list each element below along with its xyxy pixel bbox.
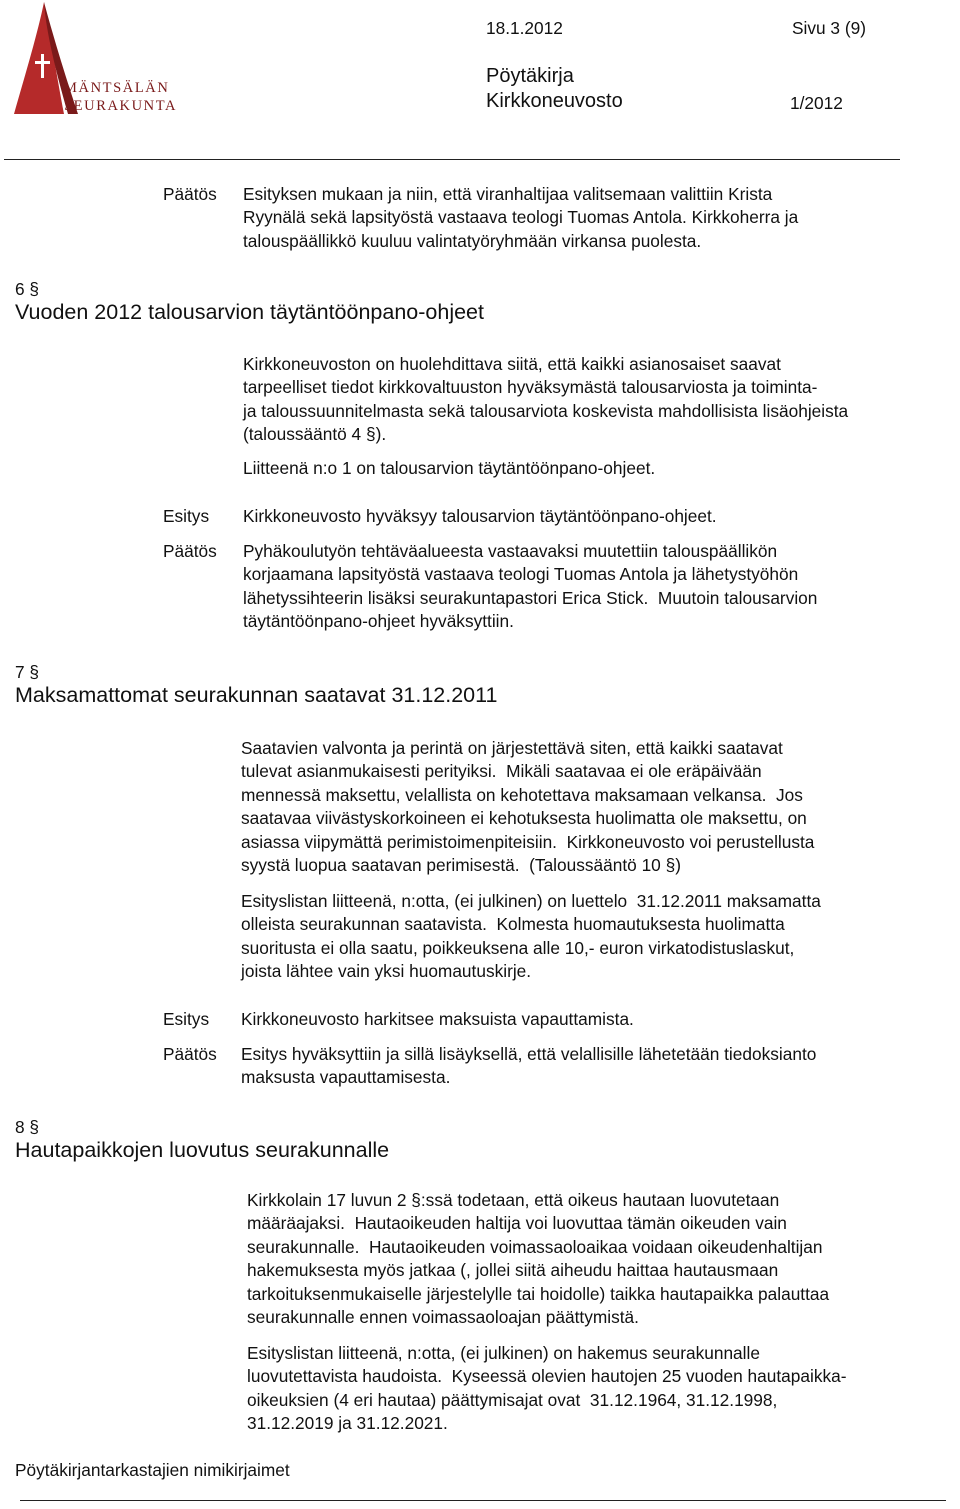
section-7-title: Maksamattomat seurakunnan saatavat 31.12.2011 [15, 683, 498, 707]
logo-text-line1: MÄNTSÄLÄN [64, 80, 170, 96]
section-7-paatos-label: Päätös [163, 1044, 217, 1064]
header-date: 18.1.2012 [486, 18, 563, 38]
section-6-number: 6 § [15, 279, 40, 299]
section-8-number: 8 § [15, 1117, 40, 1137]
section-7-esitys-text: Kirkkoneuvosto harkitsee maksuista vapauttamista. [241, 1009, 634, 1029]
header-meeting-number: 1/2012 [790, 93, 843, 113]
section-7-paragraph-2: Esityslistan liitteenä, n:otta, (ei julkinen) on luettelo 31.12.2011 maksamatta olleista seurakunnan saatavista. Kolmesta huomautuksesta huolimatta suoritusta ei olla saatu, poikkeuksena alle 10,- euron virkatodistuslaskut, joista lähtee vain yksi huomautuskirje. [241, 891, 821, 982]
section-6-title: Vuoden 2012 talousarvion täytäntöönpano-ohjeet [15, 300, 484, 324]
section-7-paatos-text: Esitys hyväksyttiin ja sillä lisäyksellä, että velallisille lähetetään tiedoksianto maksusta vapauttamisesta. [241, 1044, 817, 1088]
header-doc-type: Pöytäkirja [486, 65, 574, 87]
logo-text-line2: SEURAKUNTA [64, 98, 178, 114]
footer-signature-line [20, 1500, 946, 1501]
section-7-paragraph-1: Saatavien valvonta ja perintä on järjestettävä siten, että kaikki saatavat tulevat asianmukaisesti perityiksi. Mikäli saatavaa ei ole eräpäivään mennessä maksettu, velallista on kehotettava maksamaan velkansa. Jos saatavaa viivästyskorkoineen ei kehotuksesta huolimatta ole maksettu, on asiassa viipymättä perimistoimenpiteisiin. Kirkkoneuvosto voi perustellusta syystä luopua saatavan perimisestä. (Taloussääntö 10 §) [241, 738, 815, 876]
section-7-number: 7 § [15, 662, 40, 682]
section-8-paragraph-2: Esityslistan liitteenä, n:otta, (ei julkinen) on hakemus seurakunnalle luovutettavista haudoista. Kyseessä olevien hautojen 25 vuoden hautapaikka- oikeuksien (4 eri hautaa) päättymisajat ovat 31.12.1964, 31.12.1998, 31.12.2019 ja 31.12.2021. [247, 1343, 847, 1434]
section-6-paragraph-1: Kirkkoneuvoston on huolehdittava siitä, että kaikki asianosaiset saavat tarpeelliset tiedot kirkkovaltuuston hyväksymästä talousarviosta ja toiminta- ja taloussuunnitelmasta sekä talousarviota koskevista mahdollisista lisäohjeista (taloussääntö 4 §). [243, 354, 849, 445]
section-8-title: Hautapaikkojen luovutus seurakunnalle [15, 1138, 390, 1162]
section-6-paatos-label: Päätös [163, 541, 217, 561]
footer-initials-label: Pöytäkirjantarkastajien nimikirjaimet [15, 1460, 290, 1480]
section-6-esitys-label: Esitys [163, 506, 210, 526]
section-7-esitys-label: Esitys [163, 1009, 210, 1029]
section-6-esitys-text: Kirkkoneuvosto hyväksyy talousarvion täytäntöönpano-ohjeet. [243, 506, 717, 526]
header-body-name: Kirkkoneuvosto [486, 90, 623, 112]
header-page-number: Sivu 3 (9) [792, 18, 866, 38]
section-6-paragraph-2: Liitteenä n:o 1 on talousarvion täytäntöönpano-ohjeet. [243, 458, 656, 478]
section-6-paatos-text: Pyhäkoulutyön tehtäväalueesta vastaavaksi muutettiin talouspäällikön korjaamana lapsityöstä vastaava teologi Tuomas Antola ja lähetystyöhön lähetyssihteerin lisäksi seurakuntapastori Erica Stick. Muutoin talousarvion täytäntöönpano-ohjeet hyväksyttiin. [243, 541, 818, 632]
intro-paatos-text: Esityksen mukaan ja niin, että viranhaltijaa valitsemaan valittiin Krista Ryynälä sekä lapsityöstä vastaava teologi Tuomas Antola. Kirkkoherra ja talouspäällikkö kuuluu valintatyöryhmään virkansa puolesta. [243, 184, 799, 251]
header-divider [4, 159, 900, 160]
parish-logo [12, 2, 187, 114]
section-8-paragraph-1: Kirkkolain 17 luvun 2 §:ssä todetaan, että oikeus hautaan luovutetaan määräajaksi. Hautaoikeuden haltija voi luovuttaa tämän oikeuden vain seurakunnalle. Hautaoikeuden voimassaoloaikaa voidaan oikeudenhaltijan hakemuksesta myös jatkaa (, jollei siitä aiheudu haittaa hautausmaan tarkoituksenmukaiselle järjestelylle tai hoidolle) taikka hautapaikka palauttaa seurakunnalle ennen voimassaoloajan päättymistä. [247, 1190, 830, 1328]
intro-paatos-label: Päätös [163, 184, 217, 204]
